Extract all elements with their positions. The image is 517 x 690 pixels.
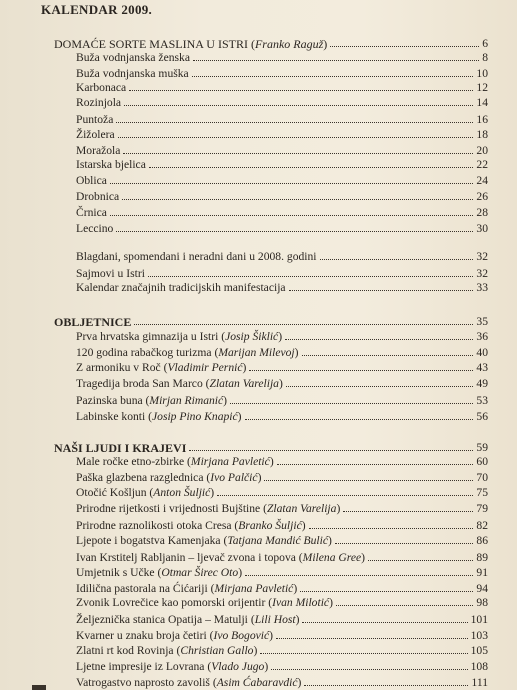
- entry-title-text: Buža vodnjanska ženska: [76, 51, 190, 64]
- entry-author: Mirjan Rimanić: [149, 394, 224, 407]
- entry-author: Franko Raguž: [254, 37, 324, 51]
- toc-page-number: 59: [476, 441, 488, 454]
- entry-author: Zlatan Varelija: [209, 377, 279, 390]
- dot-leader: [260, 653, 467, 654]
- dot-leader: [335, 543, 474, 544]
- toc-entry-row: [0, 250, 517, 264]
- entry-author: Ivo Bogović: [213, 629, 270, 642]
- entry-title-text: Leccino: [76, 222, 114, 235]
- entry-title-text: Rozinjola: [76, 96, 122, 109]
- entry-title-text: Žižolera: [76, 128, 115, 141]
- dot-leader: [289, 290, 474, 291]
- entry-title-text: Male ročke etno-zbirke: [76, 455, 185, 468]
- dot-leader: [330, 46, 479, 47]
- dot-leader: [277, 464, 474, 465]
- toc-page-number: 53: [476, 394, 488, 407]
- entry-title-text: Blagdani, spomendani i neradni dani u 2008. godini: [76, 250, 317, 263]
- dot-leader: [276, 638, 468, 639]
- dot-leader: [118, 137, 474, 138]
- toc-entry-title: [54, 315, 131, 329]
- toc-entry-row: [0, 660, 517, 674]
- dot-leader: [110, 215, 474, 216]
- entry-author: Marijan Milevoj: [218, 346, 295, 359]
- toc-page-number: 6: [482, 37, 488, 50]
- toc-page-number: 36: [476, 330, 488, 343]
- toc-entry-row: [0, 67, 517, 81]
- toc-entry-title: Paška glazbena razglednica (Ivo Palčić): [76, 471, 262, 484]
- toc-page-number: 32: [476, 267, 488, 280]
- dot-leader: [134, 324, 473, 325]
- toc-entry-row: [0, 551, 517, 565]
- toc-page-number: 70: [476, 471, 488, 484]
- entry-title-text: Moražola: [76, 144, 121, 157]
- toc-entry-title: Kvarner u znaku broja četiri (Ivo Bogović): [76, 629, 274, 642]
- toc-page-number: 33: [476, 281, 488, 294]
- toc-entry-row: [0, 81, 517, 95]
- entry-author: Branko Šuljić: [238, 519, 302, 532]
- toc-page-number: 22: [476, 158, 488, 171]
- toc-entry-row: [0, 96, 517, 110]
- entry-author: Vlado Jugo: [211, 660, 265, 673]
- entry-title-text: Drobnica: [76, 190, 120, 203]
- toc-entry-title: [76, 51, 190, 65]
- toc-page-number: 105: [470, 644, 488, 657]
- toc-entry-title: [76, 144, 120, 158]
- toc-entry-row: [0, 158, 517, 172]
- dot-leader: [285, 339, 473, 340]
- toc-entry-row: [0, 281, 517, 295]
- toc-page-number: 86: [476, 534, 488, 547]
- toc-entry-row: [0, 596, 517, 610]
- toc-entry-title: Pazinska buna (Mirjan Rimanić): [76, 394, 228, 407]
- entry-title-text: Ljetne impresije iz Lovrana: [76, 660, 205, 673]
- toc-entry-row: [0, 174, 517, 188]
- dot-leader: [300, 591, 473, 592]
- entry-title-text: OBLJETNICE: [54, 315, 132, 329]
- toc-page-number: 28: [476, 206, 488, 219]
- toc-page-number: 98: [476, 596, 488, 609]
- toc-entry-row: [0, 644, 517, 658]
- toc-entry-title: [76, 267, 145, 281]
- entry-title-text: Puntoža: [76, 113, 114, 126]
- toc-entry-title: [76, 222, 113, 236]
- toc-entry-row: [0, 486, 517, 500]
- entry-title-text: Črnica: [76, 206, 107, 219]
- toc-entry-title: Prva hrvatska gimnazija u Istri (Josip Šiklić): [76, 330, 283, 343]
- toc-entry-title: [76, 174, 107, 188]
- entry-title-text: Željeznička stanica Opatija – Matulji: [76, 613, 248, 626]
- entry-author: Zlatan Varelija: [266, 502, 337, 515]
- dot-leader: [192, 76, 474, 77]
- toc-entry-row: [0, 582, 517, 596]
- toc-entry-title: [54, 441, 186, 455]
- toc-entry-title: Z armoniku v Roč (Vladimir Pernić): [76, 361, 247, 374]
- toc-entry-row: [0, 330, 517, 344]
- toc-entry-row: [0, 394, 517, 408]
- dot-leader: [245, 419, 474, 420]
- toc-entry-title: Prirodne raznolikosti otoka Cresa (Branko Šuljić): [76, 519, 306, 532]
- entry-title-text: Ivan Krstitelj Rabljanin – ljevač zvona i topova: [76, 551, 296, 564]
- toc-entry-title: Idilična pastorala na Ćićariji (Mirjana Pavletić): [76, 582, 298, 595]
- toc-page-number: 43: [476, 361, 488, 374]
- entry-author: Tatjana Mandić Bulić: [227, 534, 329, 547]
- toc-entry-title: [76, 158, 146, 172]
- toc-page-number: 20: [476, 144, 488, 157]
- entry-title-text: NAŠI LJUDI I KRAJEVI: [54, 441, 187, 455]
- toc-entry-row: [0, 222, 517, 236]
- toc-page-number: 32: [476, 250, 488, 263]
- entry-author: Christian Gallo: [180, 644, 254, 657]
- dot-leader: [368, 560, 473, 561]
- entry-author: Anton Šuljić: [153, 486, 211, 499]
- toc-entry-row: [0, 676, 517, 690]
- toc-entry-row: [0, 519, 517, 533]
- entry-title-text: Zlatni rt kod Rovinja: [76, 644, 174, 657]
- toc-page-number: 12: [476, 81, 488, 94]
- toc-page-number: 111: [471, 676, 488, 689]
- toc-entry-title: [76, 96, 121, 110]
- toc-entry-row: [0, 534, 517, 548]
- toc-entry-title: [76, 281, 286, 295]
- dot-leader: [189, 450, 473, 451]
- entry-title-text: Umjetnik s Učke: [76, 566, 155, 579]
- dot-leader: [271, 669, 467, 670]
- dot-leader: [149, 167, 474, 168]
- entry-title-text: Oblica: [76, 174, 107, 187]
- entry-title-text: Prirodne raznolikosti otoka Cresa: [76, 519, 232, 532]
- entry-author: Ivan Milotić: [272, 596, 330, 609]
- toc-entry-row: [0, 471, 517, 485]
- toc-page-number: 89: [476, 551, 488, 564]
- entry-title-text: Paška glazbena razglednica: [76, 471, 204, 484]
- toc-entry-title: DOMAĆE SORTE MASLINA U ISTRI (Franko Raguž): [54, 37, 328, 51]
- entry-title-text: Sajmovi u Istri: [76, 267, 145, 280]
- entry-title-text: Prva hrvatska gimnazija u Istri: [76, 330, 219, 343]
- entry-title-text: Labinske konti: [76, 410, 146, 423]
- toc-entry-title: Tragedija broda San Marco (Zlatan Varelija): [76, 377, 283, 390]
- entry-title-text: Vatrogastvo naprosto zavoliš: [76, 676, 210, 689]
- toc-entry-title: [76, 206, 107, 220]
- toc-entry-title: [76, 190, 119, 204]
- toc-entry-row: [0, 190, 517, 204]
- entry-author: Josip Šiklić: [225, 330, 279, 343]
- toc-page-number: 75: [476, 486, 488, 499]
- dot-leader: [116, 231, 473, 232]
- dot-leader: [129, 90, 473, 91]
- toc-entry-title: Zlatni rt kod Rovinja (Christian Gallo): [76, 644, 258, 657]
- toc-entry-title: [76, 67, 189, 81]
- entry-author: Asim Ćabaravdić: [216, 676, 298, 689]
- entry-title-text: Ljepote i bogatstva Kamenjaka: [76, 534, 221, 547]
- toc-page-number: 14: [476, 96, 488, 109]
- entry-title-text: Karbonaca: [76, 81, 127, 94]
- dot-leader: [124, 105, 473, 106]
- dot-leader: [302, 622, 467, 623]
- entry-title-text: Tragedija broda San Marco: [76, 377, 203, 390]
- toc-entry-row: [0, 37, 517, 51]
- entry-title-text: Buža vodnjanska muška: [76, 67, 189, 80]
- dot-leader: [116, 122, 473, 123]
- toc-page-number: 101: [470, 613, 488, 626]
- toc-entry-row: [0, 377, 517, 391]
- toc-page-number: 10: [476, 67, 488, 80]
- entry-author: Josip Pino Knapić: [152, 410, 238, 423]
- entry-author: Otmar Širec Oto: [161, 566, 239, 579]
- dot-leader: [320, 259, 474, 260]
- toc-page-number: 35: [476, 315, 488, 328]
- dot-leader: [304, 685, 468, 686]
- toc-page-number: 16: [476, 113, 488, 126]
- toc-entry-title: Prirodne rijetkosti i vrijednosti Bujštine (Zlatan Varelija): [76, 502, 341, 515]
- dot-leader: [122, 199, 473, 200]
- entry-title-text: Z armoniku v Roč: [76, 361, 161, 374]
- toc-entry-row: [0, 361, 517, 375]
- toc-entry-row: [0, 51, 517, 65]
- entry-title-text: DOMAĆE SORTE MASLINA U ISTRI: [54, 37, 248, 51]
- toc-entry-row: [0, 113, 517, 127]
- toc-entry-title: 120 godina rabačkog turizma (Marijan Milevoj): [76, 346, 299, 359]
- toc-entry-title: Labinske konti (Josip Pino Knapić): [76, 410, 242, 423]
- toc-entry-title: Male ročke etno-zbirke (Mirjana Pavletić): [76, 455, 274, 468]
- dot-leader: [302, 355, 474, 356]
- page-header: KALENDAR 2009.: [41, 2, 153, 17]
- toc-page-number: 30: [476, 222, 488, 235]
- dot-leader: [336, 605, 473, 606]
- toc-entry-title: Umjetnik s Učke (Otmar Širec Oto): [76, 566, 243, 579]
- toc-entry-title: [76, 113, 113, 127]
- toc-entry-row: [0, 144, 517, 158]
- toc-entry-title: Otočić Košljun (Anton Šuljić): [76, 486, 215, 499]
- toc-entry-row: [0, 267, 517, 281]
- toc-entry-title: Ljepote i bogatstva Kamenjaka (Tatjana Mandić Bulić): [76, 534, 332, 547]
- toc-page-number: 24: [476, 174, 488, 187]
- entry-author: Lili Host: [254, 613, 296, 626]
- dot-leader: [148, 276, 473, 277]
- toc-entry-title: Željeznička stanica Opatija – Matulji (Lili Host): [76, 613, 300, 626]
- toc-page-number: 18: [476, 128, 488, 141]
- entry-title-text: Idilična pastorala na Ćićariji: [76, 582, 208, 595]
- toc-entry-row: [0, 613, 517, 627]
- toc-entry-title: [76, 128, 115, 142]
- dot-leader: [249, 370, 473, 371]
- toc-page-number: 8: [482, 51, 488, 64]
- toc-entry-row: [0, 206, 517, 220]
- page-edge-mark: [32, 685, 46, 690]
- entry-title-text: Zvonik Lovrečice kao pomorski orijentir: [76, 596, 266, 609]
- toc-entry-row: [0, 346, 517, 360]
- toc-entry-title: Vatrogastvo naprosto zavoliš (Asim Ćabaravdić): [76, 676, 302, 689]
- toc-entry-row: [0, 410, 517, 424]
- toc-page-number: 91: [476, 566, 488, 579]
- dot-leader: [264, 480, 473, 481]
- toc-entry-row: [0, 502, 517, 516]
- entry-title-text: Otočić Košljun: [76, 486, 147, 499]
- dot-leader: [343, 511, 473, 512]
- toc-page-number: 56: [476, 410, 488, 423]
- entry-author: Mirjana Pavletić: [190, 455, 270, 468]
- toc-page-number: 49: [476, 377, 488, 390]
- toc-entry-row: [0, 128, 517, 142]
- entry-title-text: Kvarner u znaku broja četiri: [76, 629, 207, 642]
- toc-entry-row: [0, 566, 517, 580]
- entry-title-text: Istarska bjelica: [76, 158, 146, 171]
- dot-leader: [230, 403, 473, 404]
- entry-title-text: Kalendar značajnih tradicijskih manifestacija: [76, 281, 286, 294]
- dot-leader: [309, 528, 474, 529]
- toc-entry-title: [76, 250, 317, 264]
- toc-entry-title: Zvonik Lovrečice kao pomorski orijentir (Ivan Milotić): [76, 596, 333, 609]
- entry-title-text: Pazinska buna: [76, 394, 143, 407]
- entry-author: Milena Gree: [302, 551, 362, 564]
- entry-author: Vladimir Pernić: [167, 361, 243, 374]
- toc-section-row: [0, 441, 517, 455]
- toc-section-row: [0, 315, 517, 329]
- dot-leader: [110, 183, 474, 184]
- toc-page-number: 82: [476, 519, 488, 532]
- dot-leader: [245, 575, 473, 576]
- dot-leader: [123, 153, 473, 154]
- dot-leader: [193, 60, 479, 61]
- toc-entry-title: Ivan Krstitelj Rabljanin – ljevač zvona i topova (Milena Gree): [76, 551, 366, 564]
- dot-leader: [217, 495, 473, 496]
- toc-page-number: 94: [476, 582, 488, 595]
- toc-entry-row: [0, 629, 517, 643]
- entry-title-text: Prirodne rijetkosti i vrijednosti Bujštine: [76, 502, 261, 515]
- entry-title-text: 120 godina rabačkog turizma: [76, 346, 212, 359]
- entry-author: Mirjana Pavletić: [214, 582, 294, 595]
- toc-page-number: 108: [470, 660, 488, 673]
- toc-page-number: 60: [476, 455, 488, 468]
- toc-page-number: 103: [470, 629, 488, 642]
- toc-entry-title: [76, 81, 126, 95]
- toc-entry-title: Ljetne impresije iz Lovrana (Vlado Jugo): [76, 660, 269, 673]
- dot-leader: [286, 386, 474, 387]
- toc-entry-row: [0, 455, 517, 469]
- toc-page-number: 26: [476, 190, 488, 203]
- toc-page-number: 79: [476, 502, 488, 515]
- toc-page-number: 40: [476, 346, 488, 359]
- entry-author: Ivo Palčić: [210, 471, 258, 484]
